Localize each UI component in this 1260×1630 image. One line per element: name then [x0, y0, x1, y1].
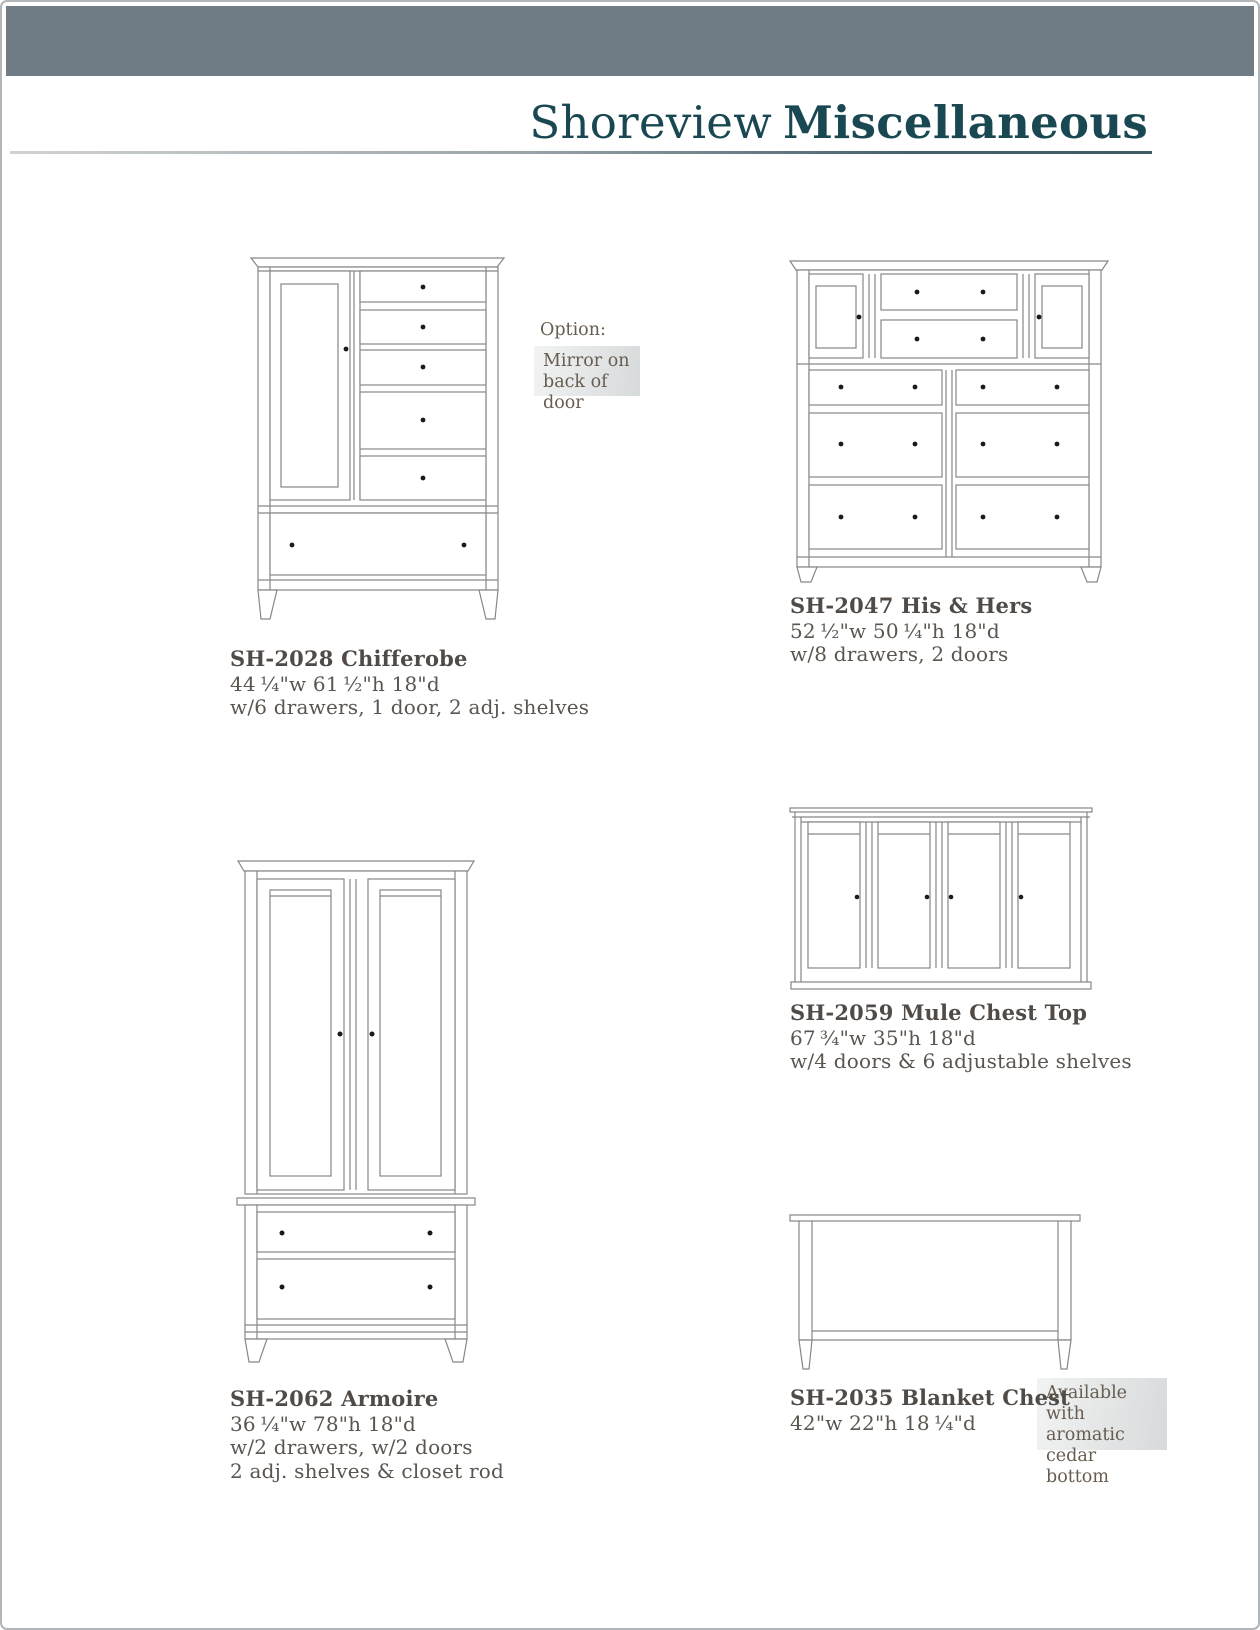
product-label-armoire [230, 1387, 504, 1483]
product-name: Armoire [341, 1386, 439, 1411]
title-rule [10, 151, 1152, 154]
blanket-chest-line-art [790, 1214, 1080, 1369]
mule-chest-top-line-art [790, 807, 1092, 989]
chifferobe-line-art [250, 257, 505, 620]
title-collection: Shoreview [529, 96, 773, 149]
product-label-mule-chest-top [790, 1001, 1132, 1074]
product-code: SH-2062 [230, 1386, 334, 1411]
product-title [230, 647, 589, 671]
product-name: His & Hers [901, 593, 1033, 618]
page-title [529, 96, 1148, 149]
product-title [790, 1386, 1070, 1410]
product-code: SH-2028 [230, 646, 334, 671]
title-category: Miscellaneous [783, 96, 1148, 149]
option-note-line1: Mirror on [543, 351, 630, 371]
product-features: w/6 drawers, 1 door, 2 adj. shelves [230, 695, 590, 719]
product-code: SH-2035 [790, 1385, 894, 1410]
product-name: Mule Chest Top [901, 1000, 1088, 1025]
product-code: SH-2059 [790, 1000, 894, 1025]
his-and-hers-line-art [789, 260, 1109, 582]
his-and-hers-drawing [789, 260, 1109, 582]
cedar-note-line3: cedar bottom [1046, 1446, 1109, 1487]
product-dimensions: 44 ¼"w 61 ½"h 18"d [230, 671, 440, 696]
product-title [790, 594, 1032, 618]
option-note-box [534, 346, 640, 413]
product-dimensions: 67 ¾"w 35"h 18"d [790, 1025, 977, 1050]
product-title [230, 1387, 504, 1411]
product-code: SH-2047 [790, 593, 894, 618]
cedar-note-line1: Available [1046, 1383, 1128, 1403]
cedar-note-line2: with aromatic [1046, 1404, 1125, 1445]
product-name: Blanket Chest [901, 1385, 1071, 1410]
product-dimensions: 52 ½"w 50 ¼"h 18"d [790, 618, 1000, 643]
chifferobe-drawing [250, 257, 505, 620]
mule-chest-top-drawing [790, 807, 1092, 989]
product-title [790, 1001, 1132, 1025]
product-features: w/2 drawers, w/2 doors [230, 1435, 473, 1459]
product-name: Chifferobe [341, 646, 468, 671]
armoire-drawing [237, 860, 475, 1362]
product-label-chifferobe [230, 647, 589, 720]
product-dimensions: 36 ¼"w 78"h 18"d [230, 1411, 417, 1436]
product-features: 2 adj. shelves & closet rod [230, 1458, 504, 1483]
blanket-chest-drawing [790, 1214, 1080, 1369]
armoire-line-art [237, 860, 475, 1362]
product-label-his-and-hers [790, 594, 1032, 667]
option-note-label: Option: [540, 320, 606, 340]
product-features: w/8 drawers, 2 doors [790, 642, 1009, 666]
option-note-line2: back of door [543, 372, 608, 413]
product-features: w/4 doors & 6 adjustable shelves [790, 1049, 1132, 1073]
header-banner [6, 6, 1254, 76]
product-label-blanket-chest [790, 1386, 1070, 1435]
product-dimensions: 42"w 22"h 18 ¼"d [790, 1410, 977, 1435]
